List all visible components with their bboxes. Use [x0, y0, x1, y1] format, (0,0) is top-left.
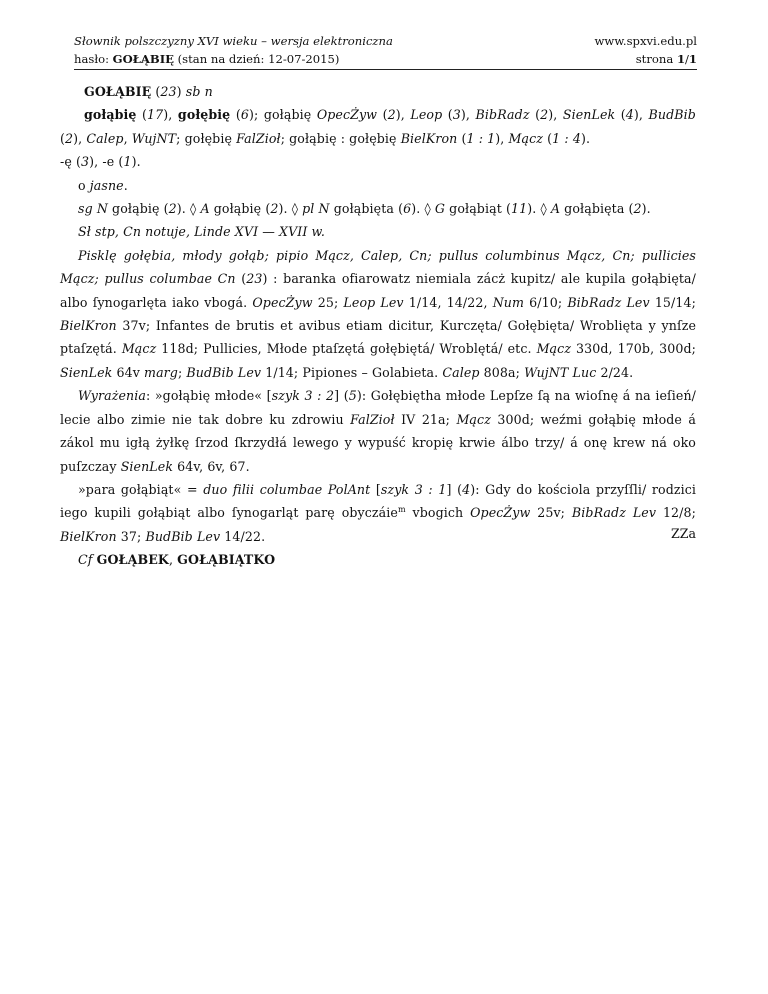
ending-2-count: 1 [123, 154, 132, 170]
phrase-2-cite-3: BielKron [60, 528, 117, 544]
phrase-1-cite-1: FalZioł [350, 411, 395, 427]
inflection-pl-g-form: gołąbiąt ( [445, 201, 511, 217]
inflection-pl-a: A [550, 201, 561, 217]
phrase-1-szyk: szyk 3 : 2 [271, 388, 335, 404]
cite-2: Leop Lev [343, 294, 404, 310]
cf-line [60, 548, 696, 571]
form-2: gołębię [177, 107, 231, 123]
part-of-speech: sb n [185, 84, 213, 99]
page-counter [595, 50, 698, 68]
website-url: www.spxvi.edu.pl [594, 34, 697, 48]
source-1-count: 2 [387, 107, 396, 123]
source-3-count: 2 [540, 107, 549, 123]
header-rule [74, 69, 697, 70]
phrase-2-cite-4: BudBib Lev [145, 528, 221, 544]
inflection-line [60, 197, 696, 220]
forms-text-1: ; gołąbię [253, 107, 317, 123]
cf-separator: , [168, 552, 178, 568]
source-8: FalZioł [236, 130, 281, 146]
ref-2: 1/14, 14/22, [403, 294, 493, 310]
inflection-pl-n: pl N [302, 201, 330, 217]
phrase-2-count: 4 [462, 481, 471, 497]
inflection-separator: ). ◊ [176, 201, 201, 217]
phrase-2-szyk: szyk 3 : 1 [380, 481, 447, 497]
superscript-m: m [397, 505, 406, 515]
cite-11: WujNT Luc [524, 364, 597, 380]
phrase-2-ref-3: 37; [116, 528, 146, 544]
inflection-pl-n-count: 6 [403, 201, 412, 217]
phrase-2-ref-4: 14/22. [220, 528, 266, 544]
ref-10: 808a; [479, 364, 525, 380]
source-2-count: 3 [452, 107, 461, 123]
ref-4: 15/14; [649, 294, 696, 310]
ref-5: 37v; Infantes de brutis et avibus etiam dicitur, Kurczęta/ Gołębięta/ Wroblięta y ynſze ptaſzętá. [60, 318, 696, 357]
ref-7: 330d, 170b, 300d; [571, 341, 696, 357]
source-1: OpecŻyw [316, 107, 378, 123]
inflection-end: ). [641, 201, 651, 217]
page-total: 1 [688, 52, 697, 66]
forms-text-2: ; gołębię [176, 130, 237, 146]
form-1: gołąbię [84, 107, 137, 123]
definition-count: 23 [246, 271, 263, 287]
source-7: WujNT [131, 130, 177, 146]
inflection-pl-g-count: 11 [510, 201, 528, 217]
entry-count: 23 [160, 84, 177, 99]
status-date: (stan na dzień: 12-07-2015) [173, 52, 340, 66]
phrase-1-sep: ] ( [334, 388, 349, 404]
dictionary-name: Słownik polszczyzny XVI wieku – wersja elektroniczna [74, 34, 393, 48]
cf-link-golabek[interactable]: GOŁĄBEK [96, 552, 169, 568]
phrase-1-head: : »gołąbię młode« [ [145, 388, 272, 404]
source-4-count: 4 [625, 107, 634, 123]
ref-6: 118d; Pullicies, Młode ptaſzętá gołębiętá/ Wroblętá/ etc. [156, 341, 537, 357]
inflection-sg-a-count: 2 [270, 201, 279, 217]
inflection-pl-a-form: gołąbięta ( [560, 201, 634, 217]
cite-8: SienLek [60, 364, 113, 380]
phrase-1-count: 5 [348, 388, 357, 404]
inflection-pl-a-count: 2 [633, 201, 642, 217]
source-5-count: 2 [65, 130, 74, 146]
vowel-line: o jasne. [78, 177, 128, 193]
ref-8b: ; [177, 364, 187, 380]
phrase-1-quote: ): Gołębiętha młode Lepſze ſą na wioſnę á na ieſień/ lecie albo zimie nie tak dobre ku zdrowiu [60, 388, 696, 427]
phrase-2-cite-1: OpecŻyw [470, 505, 531, 521]
definition-text: Pisklę gołębia, młody gołąb; pipio Mącz, Calep, Cn; pullus columbinus Mącz, Cn; pullicies Mącz; pullus columbae Cn [60, 247, 696, 287]
phrase-2-sep: [ [370, 481, 381, 497]
inflection-separator: ). ◊ [278, 201, 303, 217]
inflection-separator: ). ◊ [527, 201, 551, 217]
phrase-1-paragraph [60, 384, 696, 478]
source-9-ratio: 1 : 1 [466, 130, 496, 146]
form-1-count: 17 [147, 107, 164, 123]
quote-1: : baranka ofiarowatz niemiala zácż kupitz/ ale kupila gołąbięta/ albo ſynogarlęta iako vbogá. [60, 271, 696, 310]
phrase-2-latin: duo filii columbae PolAnt [203, 481, 371, 497]
source-10-ratio: 1 : 4 [552, 130, 581, 146]
cite-7: Mącz [536, 341, 572, 357]
dictionary-title [74, 32, 393, 50]
phrase-1-ref-1: IV 21a; [394, 411, 457, 427]
ref-9: 1/14; Pipiones – Golabieta. [261, 364, 443, 380]
ref-3: 6/10; [524, 294, 568, 310]
sources-note [60, 220, 696, 243]
inflection-sg-n-form: gołąbię ( [107, 201, 169, 217]
phrase-1-ref-3: 64v, 6v, 67. [173, 458, 250, 474]
inflection-sg-a: A [200, 201, 210, 217]
cite-5: BielKron [60, 318, 117, 334]
phrase-2-quote-end: vbogich [405, 505, 471, 521]
entry-body [60, 80, 696, 572]
phrases-label: Wyrażenia [78, 388, 146, 404]
source-9: BielKron [400, 130, 458, 146]
ref-1: 25; [312, 294, 344, 310]
inflection-separator: ). ◊ [411, 201, 435, 217]
header-headword: GOŁĄBIĘ [112, 52, 174, 66]
ending-1-count: 3 [81, 154, 90, 170]
source-10: Mącz [508, 130, 544, 146]
entry-status-line [74, 50, 393, 68]
phrase-2-ref-1: 25v; [530, 505, 572, 521]
entry-label: hasło: [74, 52, 113, 66]
phrase-2-quote: ): Gdy do kościola przyſſli/ rodzici iego kupili gołąbiąt albo ſynogarląt parę obyczáie [60, 481, 697, 521]
phrase-2-cite-2: BibRadz Lev [571, 505, 657, 521]
inflection-sg-n: sg N [78, 201, 108, 217]
page-label: strona [635, 52, 677, 66]
entry-headword: GOŁĄBIĘ [84, 84, 152, 99]
sources-note-text: Sł stp, Cn notuje, Linde XVI — XVII w. [78, 224, 326, 240]
cite-1: OpecŻyw [252, 294, 313, 310]
vowel-letter: o [78, 177, 86, 193]
ref-8: 64v [112, 364, 145, 380]
marg-note: marg [144, 364, 178, 380]
phrase-2-paragraph [60, 478, 696, 548]
source-5: BudBib [648, 107, 696, 123]
form-2-count: 6 [240, 107, 249, 123]
cf-label: Cf [78, 552, 93, 568]
entry-heading: GOŁĄBIĘ (23) sb n [84, 84, 213, 99]
ending-2: -e [102, 154, 115, 170]
source-6: Calep [86, 130, 124, 146]
ending-1: -ę [60, 154, 72, 170]
ref-11: 2/24. [596, 364, 634, 380]
page-header-left [74, 32, 393, 68]
phrase-2-sep-2: ] ( [446, 481, 463, 497]
phrase-1-cite-2: Mącz [456, 411, 491, 427]
cite-6: Mącz [121, 341, 157, 357]
phrase-2-head: »para gołąbiąt« = [78, 481, 204, 497]
cite-4: BibRadz Lev [567, 294, 650, 310]
source-4: SienLek [562, 107, 616, 123]
cf-link-golabiatko[interactable]: GOŁĄBIĄTKO [177, 552, 276, 568]
page-separator: / [685, 52, 689, 66]
inflection-sg-a-form: gołąbię ( [209, 201, 271, 217]
inflection-sg-n-count: 2 [168, 201, 177, 217]
author-signature: ZZa [670, 526, 696, 541]
cite-3: Num [492, 294, 525, 310]
endings-line: -ę (3), -e (1). [60, 154, 141, 170]
vowel-quality: jasne [89, 177, 124, 193]
page-number: 1 [676, 52, 686, 66]
cite-10: Calep [442, 364, 480, 380]
cite-9: BudBib Lev [186, 364, 262, 380]
inflection-pl-n-form: gołąbięta ( [329, 201, 404, 217]
inflection-pl-g: G [434, 201, 446, 217]
phrase-2-ref-2: 12/8; [656, 505, 696, 521]
phrase-1-ref-2: 300d; weźmi gołąbię młode á zákol mu igłą żyłkę ſrzod ſkrzydłá lewego y wypuść kropię krwie álbo trzy/ á onę krew ná oko puſzczay [60, 411, 697, 474]
phrase-1-cite-3: SienLek [120, 458, 174, 474]
source-2: Leop [410, 107, 443, 123]
forms-paragraph: gołąbię (17), gołębię (6); gołąbię OpecŻyw (2), Leop (3), BibRadz (2), SienLek (4), BudBib (2), Calep, WujNT; gołębię FalZioł; gołąbię : gołębię BielKron (1 : 1), Mącz (1 : 4). [60, 107, 696, 146]
page-header-right [595, 32, 698, 68]
source-3: BibRadz [475, 107, 530, 123]
forms-text-3: ; gołąbię : gołębię [280, 130, 401, 146]
definition-paragraph: Pisklę gołębia, młody gołąb; pipio Mącz, Calep, Cn; pullus columbinus Mącz, Cn; pullicies Mącz; pullus columbae Cn (23) : baranka ofiarowatz niemiala zácż kupitz/ ale kupila gołąbięta/ albo ſynogarlęta iako vbogá. OpecŻyw 25; Leop Lev 1/14, 14/22, Num 6/10; BibRadz Lev 15/14; BielKron 37v; Infantes de brutis et avibus etiam dicitur, Kurczęta/ Gołębięta/ Wroblięta y ynſze ptaſzętá. Mącz 118d; Pullicies, Młode ptaſzętá gołębiętá/ Wroblętá/ etc. Mącz 330d, 170b, 300d; SienLek 64v marg; BudBib Lev 1/14; Pipiones – Golabieta. Calep 808a; WujNT Luc 2/24. [60, 247, 696, 380]
